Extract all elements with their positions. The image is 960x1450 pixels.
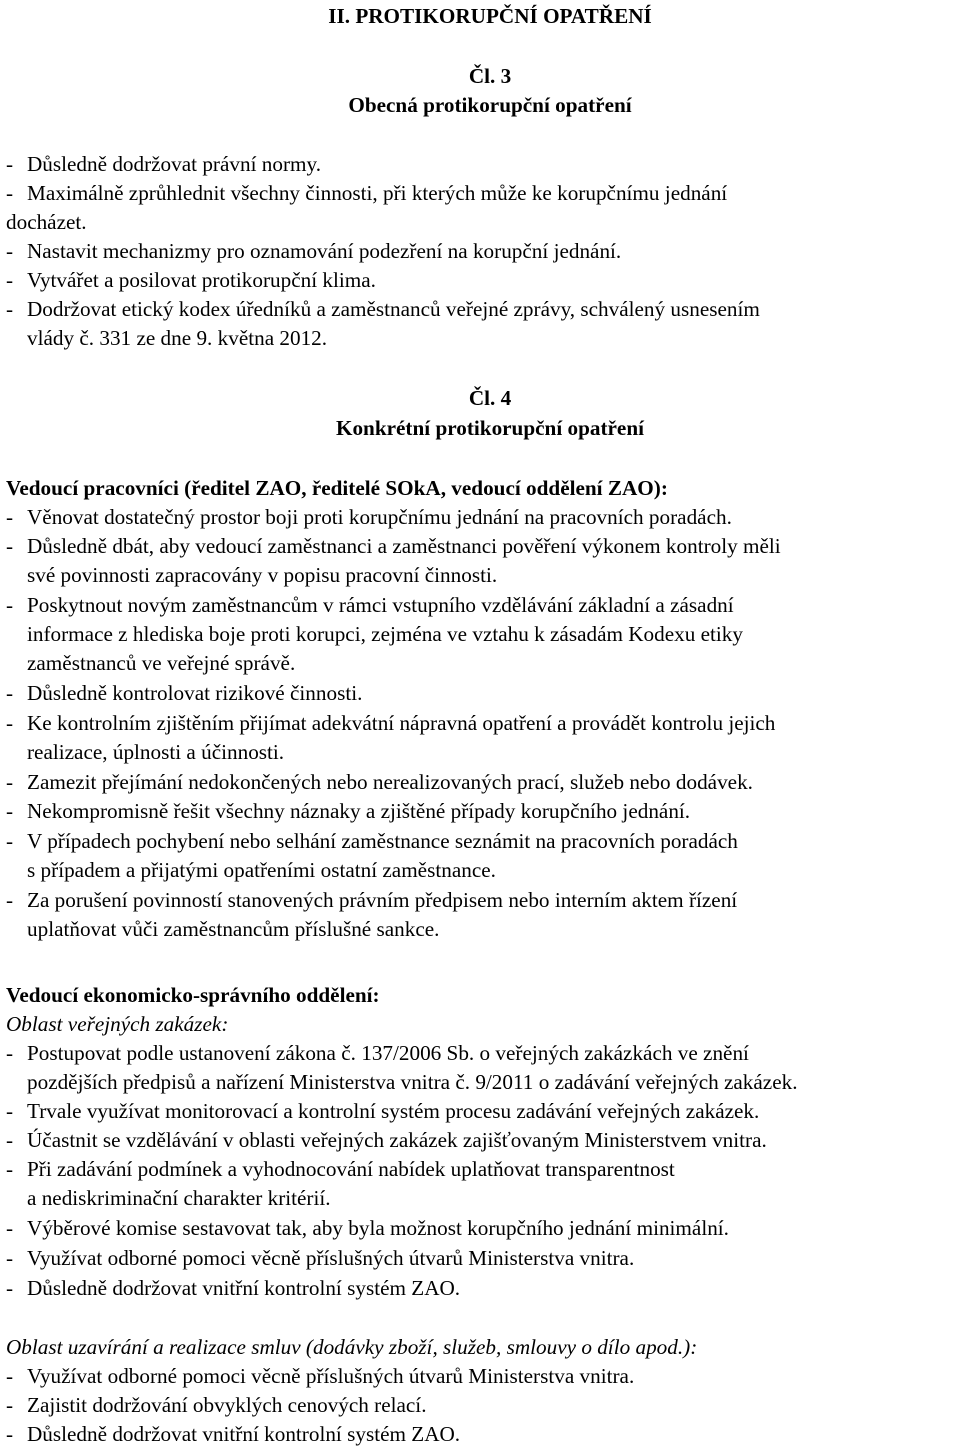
article-3-number: Čl. 3 xyxy=(468,64,512,88)
list-item: Při zadávání podmínek a vyhodnocování nabídek uplatňovat transparentnost xyxy=(27,1157,675,1181)
list-item: Využívat odborné pomoci věcně příslušných útvarů Ministerstva vnitra. xyxy=(27,1364,635,1388)
bullet-dash: - xyxy=(6,534,14,558)
list-item-continuation: informace z hlediska boje proti korupci, zejména ve vztahu k zásadám Kodexu etiky xyxy=(27,622,743,646)
list-item: Poskytnout novým zaměstnancům v rámci vstupního vzdělávání základní a zásadní xyxy=(27,593,734,617)
list-item: Důsledně dodržovat právní normy. xyxy=(27,152,321,176)
list-item-continuation: a nediskriminační charakter kritérií. xyxy=(27,1186,331,1210)
list-item: Postupovat podle ustanovení zákona č. 137/2006 Sb. o veřejných zakázkách ve znění xyxy=(27,1041,749,1065)
list-item: Důsledně kontrolovat rizikové činnosti. xyxy=(27,681,363,705)
list-item: Dodržovat etický kodex úředníků a zaměstnanců veřejné zprávy, schválený usnesením xyxy=(27,297,760,321)
bullet-dash: - xyxy=(6,711,14,735)
bullet-dash: - xyxy=(6,1364,14,1388)
list-item-continuation: vlády č. 331 ze dne 9. května 2012. xyxy=(27,326,328,350)
list-item-continuation: své povinnosti zapracovány v popisu pracovní činnosti. xyxy=(27,563,498,587)
bullet-dash: - xyxy=(6,770,14,794)
group-heading-managers: Vedoucí pracovníci (ředitel ZAO, ředitelé SOkA, vedoucí oddělení ZAO): xyxy=(6,476,668,500)
list-item-continuation: zaměstnanců ve veřejné správě. xyxy=(27,651,296,675)
area-heading-contracts: Oblast uzavírání a realizace smluv (dodávky zboží, služeb, smlouvy o dílo apod.): xyxy=(6,1335,698,1359)
list-item-continuation: realizace, úplnosti a účinnosti. xyxy=(27,740,285,764)
bullet-dash: - xyxy=(6,1422,14,1446)
bullet-dash: - xyxy=(6,829,14,853)
list-item: Vytvářet a posilovat protikorupční klima. xyxy=(27,268,376,292)
bullet-dash: - xyxy=(6,268,14,292)
list-item-continuation: s případem a přijatými opatřeními ostatní zaměstnance. xyxy=(27,858,496,882)
bullet-dash: - xyxy=(6,888,14,912)
list-item: Účastnit se vzdělávání v oblasti veřejných zakázek zajišťovaným Ministerstvem vnitra. xyxy=(27,1128,767,1152)
article-3-title: Obecná protikorupční opatření xyxy=(348,93,632,117)
list-item: Důsledně dodržovat vnitřní kontrolní systém ZAO. xyxy=(27,1276,461,1300)
bullet-dash: - xyxy=(6,181,14,205)
list-item: Za porušení povinností stanovených právním předpisem nebo interním aktem řízení xyxy=(27,888,738,912)
group-heading-economic: Vedoucí ekonomicko-správního oddělení: xyxy=(6,983,380,1007)
bullet-dash: - xyxy=(6,297,14,321)
area-heading-public-procurement: Oblast veřejných zakázek: xyxy=(6,1012,229,1036)
bullet-dash: - xyxy=(6,505,14,529)
list-item: Maximálně zprůhlednit všechny činnosti, při kterých může ke korupčnímu jednání xyxy=(27,181,728,205)
list-item: Trvale využívat monitorovací a kontrolní systém procesu zadávání veřejných zakázek. xyxy=(27,1099,760,1123)
list-item: Využívat odborné pomoci věcně příslušných útvarů Ministerstva vnitra. xyxy=(27,1246,635,1270)
bullet-dash: - xyxy=(6,239,14,263)
bullet-dash: - xyxy=(6,1246,14,1270)
bullet-dash: - xyxy=(6,1157,14,1181)
list-item-continuation: uplatňovat vůči zaměstnancům příslušné sankce. xyxy=(27,917,440,941)
list-item: V případech pochybení nebo selhání zaměstnance seznámit na pracovních poradách xyxy=(27,829,738,853)
list-item: Nastavit mechanizmy pro oznamování podezření na korupční jednání. xyxy=(27,239,622,263)
list-item: Ke kontrolním zjištěním přijímat adekvátní nápravná opatření a provádět kontrolu jejich xyxy=(27,711,776,735)
bullet-dash: - xyxy=(6,799,14,823)
list-item: Nekompromisně řešit všechny náznaky a zjištěné případy korupčního jednání. xyxy=(27,799,691,823)
list-item: Důsledně dbát, aby vedoucí zaměstnanci a zaměstnanci pověření výkonem kontroly měli xyxy=(27,534,781,558)
bullet-dash: - xyxy=(6,1393,14,1417)
bullet-dash: - xyxy=(6,681,14,705)
bullet-dash: - xyxy=(6,1276,14,1300)
list-item: Věnovat dostatečný prostor boji proti korupčnímu jednání na pracovních poradách. xyxy=(27,505,732,529)
list-item: Zajistit dodržování obvyklých cenových relací. xyxy=(27,1393,427,1417)
bullet-dash: - xyxy=(6,1041,14,1065)
list-item: Důsledně dodržovat vnitřní kontrolní systém ZAO. xyxy=(27,1422,461,1446)
article-4-title: Konkrétní protikorupční opatření xyxy=(335,416,645,440)
bullet-dash: - xyxy=(6,1128,14,1152)
bullet-dash: - xyxy=(6,152,14,176)
list-item: Zamezit přejímání nedokončených nebo nerealizovaných prací, služeb nebo dodávek. xyxy=(27,770,753,794)
list-item-continuation: pozdějších předpisů a nařízení Ministerstva vnitra č. 9/2011 o zadávání veřejných zakázek. xyxy=(27,1070,798,1094)
list-item: Výběrové komise sestavovat tak, aby byla možnost korupčního jednání minimální. xyxy=(27,1216,729,1240)
bullet-dash: - xyxy=(6,1099,14,1123)
bullet-dash: - xyxy=(6,593,14,617)
article-4-number: Čl. 4 xyxy=(468,386,512,410)
bullet-dash: - xyxy=(6,1216,14,1240)
part-heading: II. PROTIKORUPČNÍ OPATŘENÍ xyxy=(328,4,652,28)
list-item-continuation: docházet. xyxy=(6,210,87,234)
